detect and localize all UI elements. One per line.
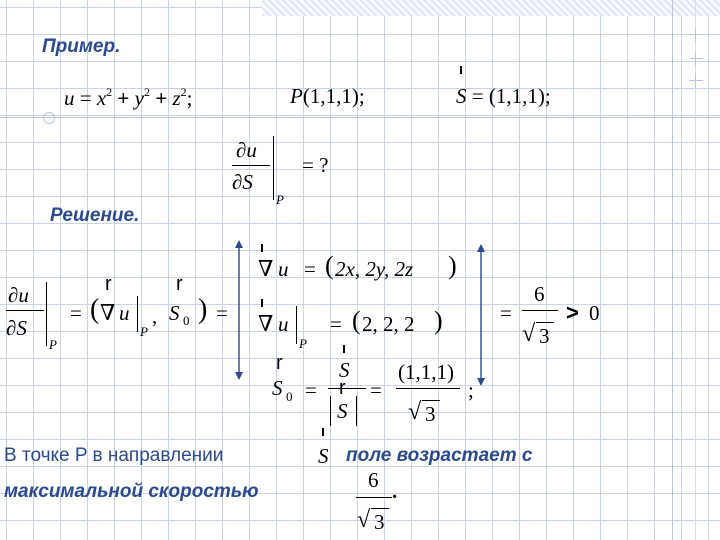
decorative-cross — [689, 28, 703, 42]
gradient-components: 2x, 2y, 2z — [335, 257, 414, 281]
decorative-vertical-line — [672, 0, 673, 540]
unit-vector-subscript: 0 — [183, 313, 190, 328]
footer-numerator: 6 — [368, 468, 379, 492]
decorative-circle — [43, 112, 55, 124]
vector-mark: r — [105, 273, 112, 295]
nabla-icon: ∇ — [258, 256, 274, 281]
left-paren: ( — [352, 306, 361, 335]
equals-sign: = — [304, 257, 316, 281]
fraction-bar — [232, 165, 270, 166]
exponent: 2 — [106, 85, 113, 99]
semicolon: ; — [468, 378, 474, 402]
fraction-bar — [356, 497, 392, 498]
exponent: 2 — [180, 85, 187, 99]
point-coords: (1,1,1); — [302, 84, 365, 108]
decorative-cross — [689, 52, 703, 66]
equals-sign: = — [79, 86, 92, 110]
gradient-at-p-components: 2, 2, 2 — [362, 312, 415, 336]
footer-denominator: 3 — [374, 510, 385, 534]
decorative-cross — [689, 74, 703, 88]
norm-bar — [330, 396, 331, 426]
footer-emphasis-1: поле возрастает с — [346, 445, 533, 466]
fraction-bar — [396, 388, 460, 389]
exponent: 2 — [143, 85, 150, 99]
question-subscript: P — [276, 192, 284, 207]
equals-sign: = — [305, 378, 317, 402]
question-numerator: ∂u — [236, 138, 257, 162]
greater-than-sign: > — [566, 300, 579, 325]
right-paren: ) — [434, 306, 443, 335]
unit-vector-symbol: S — [272, 376, 283, 400]
unit-vector-fraction-denominator: 3 — [425, 402, 436, 426]
point-definition — [290, 86, 365, 107]
result-zero: 0 — [589, 301, 600, 325]
question-rhs: = ? — [302, 153, 329, 177]
u-symbol: u — [278, 312, 289, 336]
semicolon: ; — [186, 86, 193, 110]
function-definition — [64, 86, 192, 109]
decorative-horizontal-line — [0, 117, 720, 118]
equals-sign: = — [500, 301, 512, 325]
radical-bar — [536, 322, 554, 323]
unit-vector-subscript: 0 — [286, 389, 293, 404]
equals-sign: = — [370, 378, 382, 402]
gradient-subscript: P — [140, 324, 148, 339]
plus-sign: + — [117, 86, 130, 110]
u-symbol: u — [64, 86, 75, 110]
norm-bar — [356, 396, 357, 426]
question-denominator: ∂S — [232, 170, 253, 194]
example-heading: Пример. — [42, 36, 121, 57]
nabla-icon: ∇ — [258, 311, 274, 336]
fraction-bar — [328, 388, 366, 389]
direction-coords: (1,1,1); — [488, 84, 551, 108]
vector-mark: r — [339, 377, 346, 399]
z-symbol: z — [172, 86, 181, 110]
point-name: P — [290, 84, 303, 108]
equals-sign: = — [330, 312, 342, 336]
equals-sign: = — [70, 301, 82, 325]
nabla-icon: ∇ — [100, 300, 116, 325]
decorative-top-band — [262, 0, 720, 16]
footer-direction-vector: S — [318, 444, 329, 468]
fraction-bar — [522, 310, 558, 311]
evaluation-bar — [137, 296, 138, 332]
u-symbol: u — [119, 301, 130, 325]
x-symbol: x — [96, 86, 107, 110]
solution-heading: Решение. — [50, 205, 140, 226]
lhs-subscript: P — [49, 337, 57, 352]
sqrt-icon: √ — [357, 507, 371, 533]
plus-sign: + — [155, 86, 168, 110]
result-denominator: 3 — [539, 324, 550, 348]
vector-mark: r — [276, 352, 283, 374]
radical-bar — [371, 508, 389, 509]
evaluation-bar — [46, 282, 47, 346]
footer-dot: . — [392, 479, 398, 503]
unit-vector-denominator: S — [337, 399, 348, 423]
sqrt-icon: √ — [522, 321, 536, 347]
vector-mark — [261, 244, 263, 252]
direction-vector: S — [456, 84, 467, 108]
equals-sign: = — [471, 84, 484, 108]
direction-definition — [456, 86, 551, 107]
right-paren: ) — [448, 251, 457, 280]
y-symbol: y — [134, 86, 144, 110]
evaluation-bar — [296, 306, 297, 344]
vector-mark — [460, 66, 462, 74]
right-paren: ) — [198, 294, 208, 325]
footer-emphasis-2: максимальной скоростью — [4, 481, 259, 502]
u-symbol: u — [278, 257, 289, 281]
left-paren: ( — [90, 294, 100, 325]
comma: , — [152, 304, 158, 328]
equals-sign: = — [216, 301, 228, 325]
evaluation-bar — [273, 136, 274, 200]
lhs-denominator: ∂S — [6, 316, 27, 340]
unit-vector-symbol: S — [169, 301, 180, 325]
radical-bar — [422, 400, 440, 401]
fraction-bar — [6, 310, 44, 311]
result-numerator: 6 — [534, 282, 545, 306]
footer-lead: В точке P в направлении — [4, 445, 224, 466]
left-paren: ( — [325, 251, 334, 280]
footer-line-1 — [4, 445, 223, 467]
vector-mark: r — [176, 273, 183, 295]
double-arrow-right — [474, 244, 488, 386]
lhs-numerator: ∂u — [8, 283, 29, 307]
vector-mark — [322, 428, 324, 436]
double-arrow-left — [232, 240, 246, 380]
unit-vector-numerator: S — [339, 358, 350, 382]
unit-vector-fraction-numerator: (1,1,1) — [398, 360, 454, 384]
gradient-at-p-subscript: P — [299, 336, 307, 351]
vector-mark — [343, 345, 345, 353]
sqrt-icon: √ — [408, 399, 422, 425]
vector-mark — [261, 299, 263, 307]
